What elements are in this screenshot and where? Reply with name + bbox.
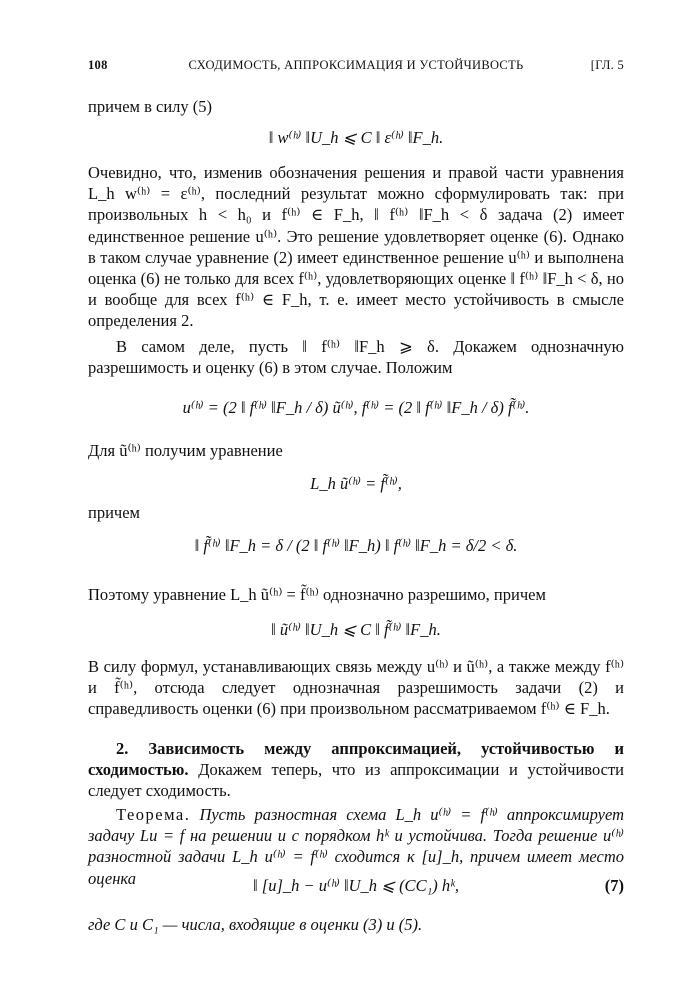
equation-number-7: (7) [604,876,624,895]
paragraph-conclusion: В силу формул, устанавливающих связь между u⁽ʰ⁾ и ũ⁽ʰ⁾, а также между f⁽ʰ⁾ и f̃⁽ʰ⁾, отсюда следует однозначная разрешимость задачи (2) и справедливость оценки (6) при произвольном рассматриваемом f⁽ʰ⁾ ∈ F_h. [88,657,624,719]
paragraph-proof-start: В самом деле, пусть ‖ f⁽ʰ⁾ ‖F_h ⩾ δ. Докажем однозначную разрешимость и оценку (6) в этом случае. Положим [88,337,624,378]
paragraph-constants: где C и C₁ — числа, входящие в оценки (3) и (5). [88,915,423,934]
chapter-label: [ГЛ. 5 [590,58,624,72]
paragraph-new-equation: Для ũ⁽ʰ⁾ получим уравнение [88,441,283,460]
equation-tilde-problem: L_h ũ⁽ʰ⁾ = f̃⁽ʰ⁾, [310,474,402,493]
equation-tilde-bound: ‖ ũ⁽ʰ⁾ ‖U_h ⩽ C ‖ f̃⁽ʰ⁾ ‖F_h. [271,620,441,639]
page-number: 108 [88,58,108,72]
theorem-text: Пусть разностная схема L_h u⁽ʰ⁾ = f⁽ʰ⁾ аппроксимирует задачу Lu = f на решении u с порядком hᵏ и устойчива. Тогда решение u⁽ʰ⁾ разностной задачи L_h u⁽ʰ⁾ = f⁽ʰ⁾ сходится к [u]_h, причем имеет место оценка [88,805,624,888]
paragraph-reformulation: Очевидно, что, изменив обозначения решения и правой части уравнения L_h w⁽ʰ⁾ = ε⁽ʰ⁾, последний результат можно сформулировать так: при произвольных h < h₀ и f⁽ʰ⁾ ∈ F_h, ‖ f⁽ʰ⁾ ‖F_h < δ задача (2) имеет единственное решение u⁽ʰ⁾. Это решение удовлетворяет оценке (6). Однако в таком случае уравнение (2) имеет единственное решение u⁽ʰ⁾ и выполнена оценка (6) не только для всех f⁽ʰ⁾, удовлетворяющих оценке ‖ f⁽ʰ⁾ ‖F_h < δ, но и вообще для всех f⁽ʰ⁾ ∈ F_h, т. е. имеет место устойчивость в смысле определения 2. [88,163,624,331]
section-2-text: Докажем теперь, что из аппроксимации и устойчивости следует сходимость. [88,760,625,801]
paragraph-unique-solvability: Поэтому уравнение L_h ũ⁽ʰ⁾ = f̃⁽ʰ⁾ однозначно разрешимо, причем [88,585,546,604]
paragraph-intro: причем в силу (5) [88,97,213,116]
equation-norm-estimate: ‖ f̃⁽ʰ⁾ ‖F_h = δ / (2 ‖ f⁽ʰ⁾ ‖F_h) ‖ f⁽ʰ⁾ ‖F_h = δ/2 < δ. [194,536,518,555]
theorem-label: Теорема. [116,805,191,824]
running-title: СХОДИМОСТЬ, АППРОКСИМАЦИЯ И УСТОЙЧИВОСТЬ [188,58,524,72]
equation-w-bound: ‖ w⁽ʰ⁾ ‖U_h ⩽ C ‖ ε⁽ʰ⁾ ‖F_h. [268,128,444,147]
section-heading: 2. Зависимость между аппроксимацией, устойчивостью и сходимостью. [88,739,624,780]
equation-7-body: ‖ [u]_h − u⁽ʰ⁾ ‖U_h ⩽ (CC₁) hᵏ, [253,876,459,895]
paragraph-moreover: причем [88,503,140,522]
equation-7 [88,876,624,896]
equation-substitution: u⁽ʰ⁾ = (2 ‖ f⁽ʰ⁾ ‖F_h / δ) ũ⁽ʰ⁾, f⁽ʰ⁾ = (2 ‖ f⁽ʰ⁾ ‖F_h / δ) f̃⁽ʰ⁾. [182,398,530,417]
section-2-paragraph [88,738,624,802]
running-header [88,58,624,78]
